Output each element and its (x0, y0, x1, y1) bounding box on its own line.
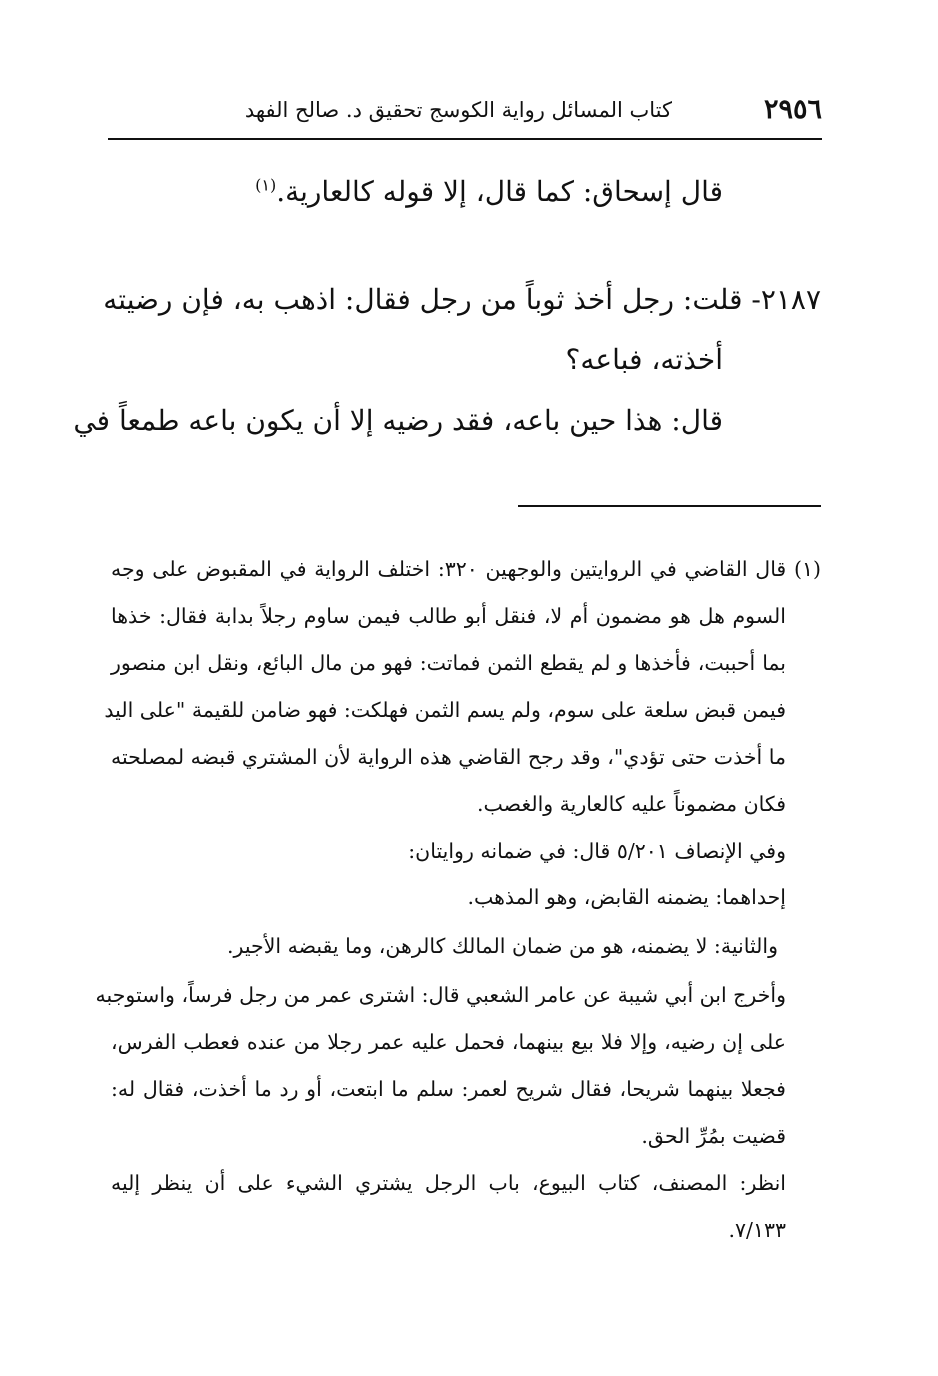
footnote-line: وأخرج ابن أبي شيبة عن عامر الشعبي قال: اشترى عمر من رجل فرساً، واستوجبه (95, 983, 786, 1007)
question-line-2: أخذته، فباعه؟ (565, 343, 723, 376)
footnote-line: فجعلا بينهما شريحا، فقال شريح لعمر: سلم ما ابتعت، أو رد ما أخذت، فقال له: (111, 1077, 786, 1101)
ishaq-line (255, 175, 723, 208)
footnote-line: ٧/١٣٣. (728, 1218, 786, 1242)
question-line-1: ٢١٨٧- قلت: رجل أخذ ثوباً من رجل فقال: اذهب به، فإن رضيته (103, 283, 821, 316)
ishaq-text: قال إسحاق: كما قال، إلا قوله كالعارية. (276, 175, 723, 208)
footnote-line: السوم هل هو مضمون أم لا، فنقل أبو طالب فيمن ساوم رجلاً بدابة فقال: خذها (111, 604, 786, 628)
footnote-line: فكان مضموناً عليه كالعارية والغصب. (477, 792, 786, 816)
footnote-line: (١) قال القاضي في الروايتين والوجهين ٣٢٠: اختلف الرواية في المقبوض على وجه (111, 557, 821, 581)
footnote-line: قضيت بمُرِّ الحق. (641, 1124, 786, 1148)
footnote-ref: (١) (255, 175, 277, 195)
footnote-line: على إن رضيه، وإلا فلا بيع بينهما، فحمل عليه عمر رجلا من عنده فعطب الفرس، (111, 1030, 786, 1054)
footnote-separator (518, 505, 821, 507)
footnote-line: بما أحببت، فأخذها و لم يقطع الثمن فماتت: فهو من مال البائع، ونقل ابن منصور (111, 651, 786, 675)
footnote-line: ما أخذت حتى تؤدي"، وقد رجح القاضي هذه الرواية لأن المشتري قبضه لمصلحته (111, 745, 786, 769)
footnote-line: وفي الإنصاف ٥/٢٠١ قال: في ضمانه روايتان: (408, 839, 786, 863)
footnote-line: والثانية: لا يضمنه، هو من ضمان المالك كالرهن، وما يقبضه الأجير. (227, 934, 778, 958)
answer-line: قال: هذا حين باعه، فقد رضيه إلا أن يكون باعه طمعاً في (73, 404, 723, 437)
page-header (108, 92, 822, 140)
page-number: ٢٩٥٦ (763, 94, 822, 125)
footnote-line: فيمن قبض سلعة على سوم، ولم يسم الثمن فهلكت: فهو ضامن للقيمة "على اليد (104, 698, 786, 722)
footnote-line: إحداهما: يضمنه القابض، وهو المذهب. (467, 885, 786, 909)
footnote-line: انظر: المصنف، كتاب البيوع، باب الرجل يشتري الشيء على أن ينظر إليه (111, 1171, 786, 1195)
running-title: كتاب المسائل رواية الكوسج تحقيق د. صالح الفهد (244, 98, 672, 122)
